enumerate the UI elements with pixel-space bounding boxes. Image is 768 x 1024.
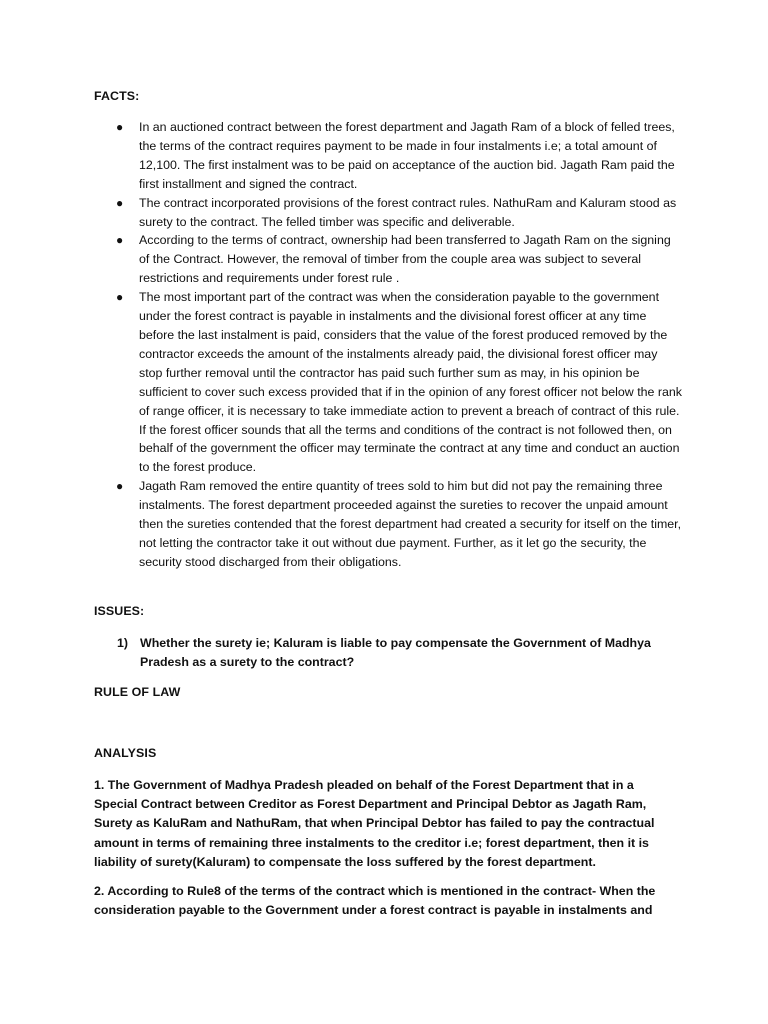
- analysis-paragraph-1: 1. The Government of Madhya Pradesh pleaded on behalf of the Forest Department that in a Special Contract between Creditor as Forest Department and Principal Debtor as Jagath Ram, Surety as KaluRam and NathuRam, that when Principal Debtor has failed to pay the contractual amount in terms of remaining three instalments to the creditor i.e; forest department, then it is liability of surety(Kaluram) to compensate the loss suffered by the forest department.: [94, 778, 655, 869]
- fact-item-5: [94, 477, 684, 572]
- issue-text: Whether the surety ie; Kaluram is liable to pay compensate the Government of Madhya Pradesh as a surety to the contract?: [140, 636, 651, 669]
- issue-item-1: [117, 634, 677, 672]
- fact-text: The most important part of the contract was when the consideration payable to the government under the forest contract is payable in instalments and the divisional forest officer at any time before the last instalment is paid, considers that the value of the forest produced removed by the contractor exceeds the amount of the instalments already paid, the divisional forest officer may stop further removal until the contractor has paid such further sum as may, in his opinion be sufficient to cover such excess provided that if in the opinion of any forest officer not below the rank of range officer, it is necessary to take immediate action to prevent a breach of contract of this rule. If the forest officer sounds that all the terms and conditions of the contract is not followed then, on behalf of the government the officer may terminate the contract at any time and conduct an auction to the forest produce.: [139, 290, 682, 475]
- facts-list: [94, 118, 684, 572]
- fact-item-1: [94, 118, 684, 194]
- fact-text: In an auctioned contract between the forest department and Jagath Ram of a block of felled trees, the terms of the contract requires payment to be made in four instalments i.e; a total amount of 12,100. The first instalment was to be paid on acceptance of the auction bid. Jagath Ram paid the first installment and signed the contract.: [139, 120, 675, 191]
- fact-item-4: [94, 288, 684, 477]
- issue-number: 1): [117, 636, 129, 650]
- fact-text: Jagath Ram removed the entire quantity of trees sold to him but did not pay the remaining three instalments. The forest department proceeded against the sureties to recover the unpaid amount then the sureties contended that the forest department had created a security for itself on the timer, not letting the contractor take it out without due payment. Further, as it let go the security, the security stood discharged from their obligations.: [139, 479, 682, 569]
- rule-of-law-heading: RULE OF LAW: [94, 685, 181, 699]
- fact-item-2: [94, 194, 684, 232]
- fact-item-3: [94, 231, 684, 288]
- fact-text: The contract incorporated provisions of the forest contract rules. NathuRam and Kaluram stood as surety to the contract. The felled timber was specific and deliverable.: [139, 195, 677, 229]
- bullet-icon: ●: [116, 120, 124, 134]
- bullet-icon: ●: [116, 290, 124, 305]
- analysis-paragraph-2: 2. According to Rule8 of the terms of the contract which is mentioned in the contract- When the consideration payable to the Government under a forest contract is payable in instalments and: [94, 884, 656, 918]
- bullet-icon: ●: [116, 195, 124, 210]
- facts-heading: FACTS:: [94, 89, 140, 103]
- fact-text: According to the terms of contract, ownership had been transferred to Jagath Ram on the signing of the Contract. However, the removal of timber from the couple area was subject to several restrictions and requirements under forest rule .: [139, 233, 671, 286]
- bullet-icon: ●: [116, 479, 124, 494]
- issues-heading: ISSUES:: [94, 604, 145, 618]
- bullet-icon: ●: [116, 233, 124, 248]
- analysis-heading: ANALYSIS: [94, 746, 157, 760]
